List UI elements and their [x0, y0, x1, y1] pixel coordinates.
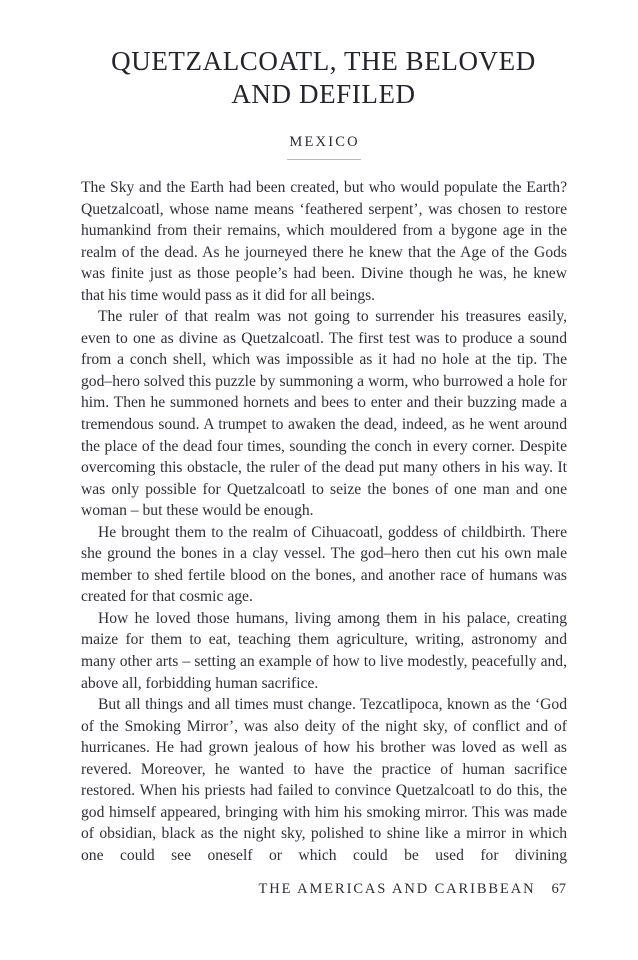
paragraph: How he loved those humans, living among them in his palace, creating maize for them to eat, teaching them agriculture, writing, astronomy and many other arts – setting an example of how to live modestly, peacefully and, above all, forbidding human sacrifice. — [81, 609, 567, 692]
region-divider-rule — [287, 159, 361, 160]
paragraph: But all things and all times must change. Tezcatlipoca, known as the ‘God of the Smoking Mirror’, was also deity of the night sky, of conflict and of hurricanes. He had grown jealous of how his brother was loved as well as revered. Moreover, he wanted to have the practice of human sacrifice restored. When his priests had failed to convince Quetzalcoatl to do this, the god himself appeared, bringing with him his smoking mirror. This was made of obsidian, black as the night sky, polished to shine like a mirror in which one could see oneself or which could be used for divining — [81, 696, 567, 864]
page-number: 67 — [551, 881, 566, 897]
region-subtitle-block — [81, 133, 566, 160]
page-title — [81, 45, 566, 111]
footer-section-title: THE AMERICAS AND CARIBBEAN — [258, 881, 536, 897]
region-label: MEXICO — [289, 134, 360, 150]
chapter-title-line-2: AND DEFILED — [231, 79, 416, 109]
body-text — [81, 177, 567, 867]
paragraph: He brought them to the realm of Cihuacoatl, goddess of childbirth. There she ground the bones in a clay vessel. The god–hero then cut his own male member to shed fertile blood on the bones, and another race of humans was created for that cosmic age. — [81, 523, 567, 606]
running-footer — [81, 880, 566, 898]
chapter-title-line-1: QUETZALCOATL, THE BELOVED — [111, 46, 536, 76]
paragraph: The Sky and the Earth had been created, but who would populate the Earth? Quetzalcoatl, whose name means ‘feathered serpent’, was chosen to restore humankind from their remains, which mouldered from a bygone age in the realm of the dead. As he journeyed there he knew that the Age of the Gods was finite just as those people’s had been. Divine though he was, he knew that his time would pass as it did for all beings. — [81, 179, 567, 304]
paragraph: The ruler of that realm was not going to surrender his treasures easily, even to one as divine as Quetzalcoatl. The first test was to produce a sound from a conch shell, which was impossible as it had no hole at the tip. The god–hero solved this puzzle by summoning a worm, who burrowed a hole for him. Then he summoned hornets and bees to enter and their buzzing made a tremendous sound. A trumpet to awaken the dead, indeed, as he went around the place of the dead four times, sounding the conch in every corner. Despite overcoming this obstacle, the ruler of the dead put many others in his way. It was only possible for Quetzalcoatl to seize the bones of one man and one woman – but these would be enough. — [81, 308, 567, 520]
